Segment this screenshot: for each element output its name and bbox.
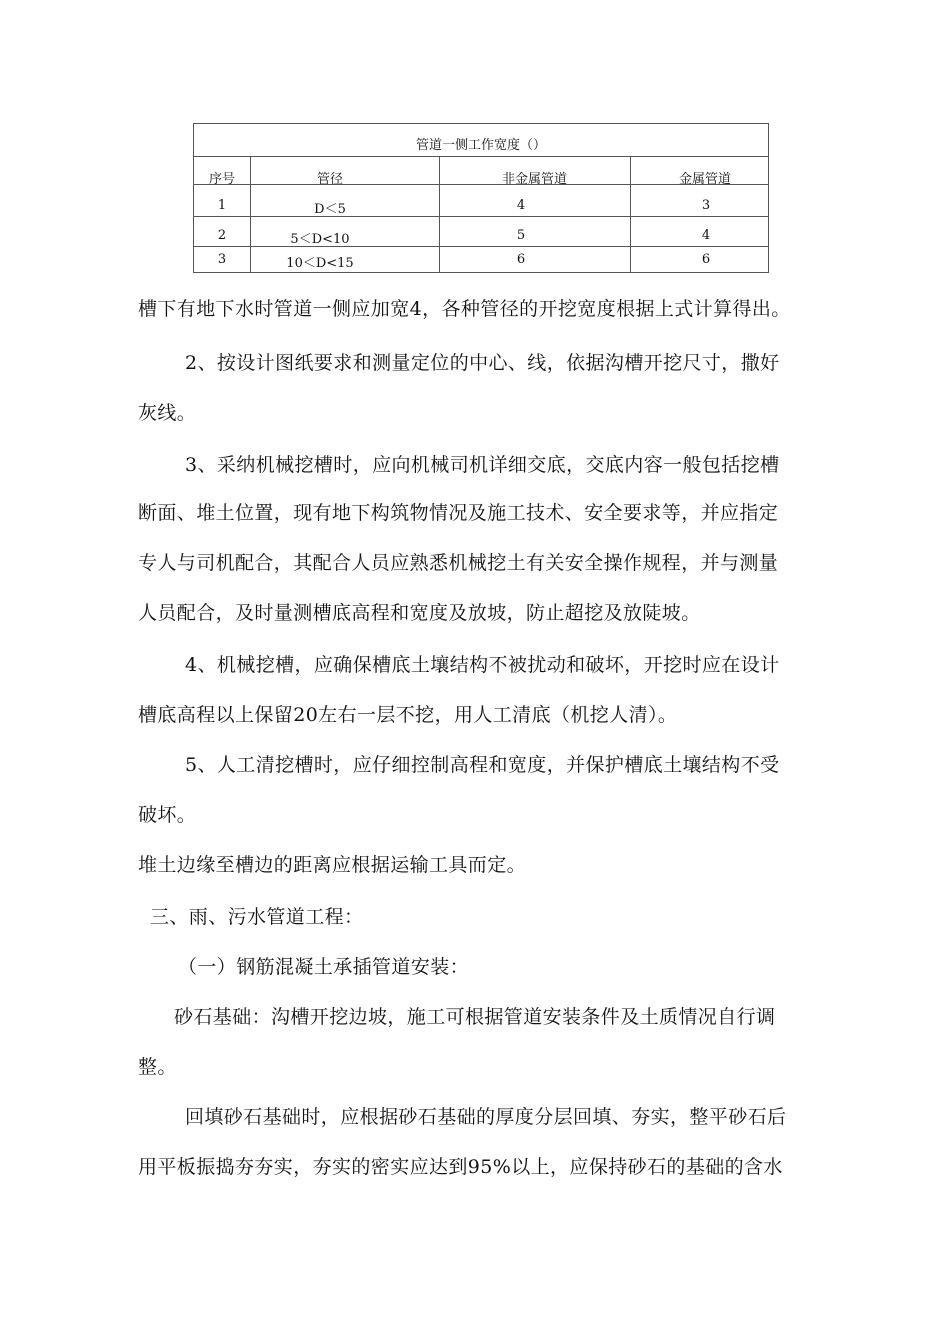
subsection-heading: （一）钢筋混凝土承插管道安装： [178, 956, 470, 978]
table-cell: 3 [701, 198, 711, 213]
paragraph-line: 断面、堆土位置，现有地下构筑物情况及施工技术、安全要求等，并应指定 [138, 502, 779, 524]
table-header-cell: 序号 [208, 172, 235, 187]
table-header-cell: 非金属管道 [501, 172, 567, 187]
paragraph-line: 灰线。 [138, 402, 197, 424]
paragraph-line: 人员配合，及时量测槽底高程和宽度及放坡，防止超挖及放陡坡。 [138, 602, 701, 624]
paragraph-line: 4、机械挖槽，应确保槽底土壤结构不被扰动和破坏，开挖时应在设计 [185, 654, 780, 676]
table-cell: 2 [217, 228, 227, 243]
paragraph-line: 槽下有地下水时管道一侧应加宽4，各种管径的开挖宽度根据上式计算得出。 [138, 298, 791, 320]
table-caption: 管道一侧工作宽度（） [415, 138, 546, 153]
table-cell: 10＜D<15 [286, 256, 354, 271]
paragraph-line: 槽底高程以上保留20左右一层不挖，用人工清底（机挖人清）。 [138, 704, 678, 726]
table-cell: 6 [701, 252, 711, 267]
table-header-cell: 管径 [316, 172, 343, 187]
table-cell: 4 [701, 228, 711, 243]
table-cell: 3 [217, 252, 227, 267]
paragraph-line: 3、采纳机械挖槽时，应向机械司机详细交底，交底内容一般包括挖槽 [185, 454, 780, 476]
section-heading: 三、雨、污水管道工程： [150, 906, 364, 928]
paragraph-line: 砂石基础：沟槽开挖边坡，施工可根据管道安装条件及土质情况自行调 [174, 1006, 776, 1028]
pipe-width-table [193, 123, 769, 273]
table-cell: D＜5 [314, 202, 346, 217]
table-cell: 5＜D<10 [290, 232, 350, 247]
paragraph-line: 整。 [138, 1056, 177, 1078]
paragraph-line: 5、人工清挖槽时，应仔细控制高程和宽度，并保护槽底土壤结构不受 [185, 754, 780, 776]
table-rule [194, 156, 768, 157]
paragraph-line: 专人与司机配合，其配合人员应熟悉机械挖土有关安全操作规程，并与测量 [138, 552, 779, 574]
paragraph-line: 堆土边缘至槽边的距离应根据运输工具而定。 [138, 854, 527, 876]
paragraph-line: 回填砂石基础时，应根据砂石基础的厚度分层回填、夯实，整平砂石后 [185, 1106, 787, 1128]
paragraph-line: 破坏。 [138, 804, 197, 826]
paragraph-line: 用平板振捣夯夯实，夯实的密实应达到95%以上，应保持砂石的基础的含水 [138, 1156, 783, 1178]
table-cell: 4 [516, 198, 526, 213]
table-cell: 6 [516, 252, 526, 267]
table-cell: 5 [516, 228, 526, 243]
table-cell: 1 [217, 198, 227, 213]
table-header-cell: 金属管道 [678, 172, 731, 187]
paragraph-line: 2、按设计图纸要求和测量定位的中心、线，依据沟槽开挖尺寸，撒好 [185, 352, 780, 374]
